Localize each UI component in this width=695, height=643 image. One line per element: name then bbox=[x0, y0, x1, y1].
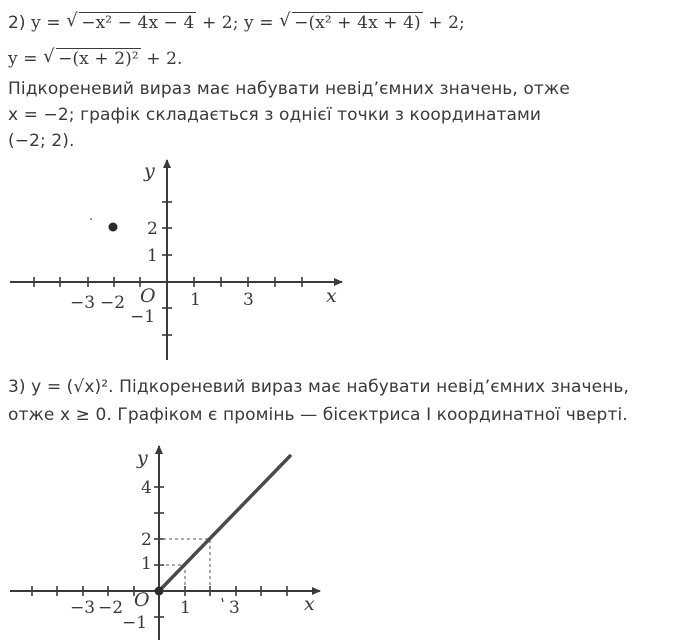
graph2-x-tick-minus2: −2 bbox=[98, 598, 124, 618]
graph2-y-label: y bbox=[137, 447, 148, 469]
part2-text-2: x = −2; графік складається з однієї точки з координатами bbox=[8, 105, 542, 125]
graph1-x-tick-1: 1 bbox=[190, 290, 201, 310]
graph2-ray-start bbox=[155, 587, 164, 596]
graph1-x-label: x bbox=[326, 285, 337, 307]
graph2-y-tick-4: 4 bbox=[141, 478, 152, 498]
graph2-x-tick-1: 1 bbox=[180, 598, 191, 618]
graph-1 bbox=[10, 160, 342, 360]
graph1-y-label: y bbox=[144, 160, 155, 182]
part2-text-3: (−2; 2). bbox=[8, 131, 75, 151]
part2-label: 2) bbox=[8, 13, 26, 33]
eq1-lhs: y = bbox=[31, 13, 61, 33]
graph2-x-tick-minus3: −3 bbox=[70, 598, 96, 618]
eq3-lhs: y = bbox=[8, 49, 38, 69]
part3-text-1: 3) y = (√x)². Підкореневий вираз має набувати невід’ємних значень, bbox=[8, 377, 630, 397]
eq1-tail: + 2; bbox=[201, 13, 239, 33]
part2-text-1: Підкореневий вираз має набувати невід’ємних значень, отже bbox=[8, 79, 570, 99]
graph-2 bbox=[10, 446, 320, 640]
eq1-radicand: −x² − 4x − 4 bbox=[81, 13, 195, 33]
graph1-speck bbox=[90, 218, 92, 220]
eq3-tail: + 2. bbox=[146, 49, 183, 69]
graph1-point bbox=[109, 223, 118, 232]
graph2-x-label: x bbox=[304, 593, 315, 615]
graph1-origin-label: O bbox=[140, 285, 156, 307]
graph2-origin-label: O bbox=[134, 589, 150, 611]
eq2-radicand: −(x² + 4x + 4) bbox=[294, 13, 421, 33]
graph2-y-tick-minus1: −1 bbox=[122, 613, 148, 633]
eq2-tail: + 2; bbox=[428, 13, 465, 33]
graph2-ray bbox=[159, 456, 290, 591]
graph1-x-tick-minus3: −3 bbox=[70, 293, 96, 313]
graph1-x-tick-3: 3 bbox=[243, 290, 254, 310]
eq3-radicand: −(x + 2)² bbox=[58, 49, 139, 69]
graph2-y-tick-2: 2 bbox=[141, 530, 152, 550]
graph1-y-tick-2: 2 bbox=[147, 219, 158, 239]
eq2-lhs: y = bbox=[244, 13, 274, 33]
part3-text-2: отже x ≥ 0. Графіком є промінь — бісектриса I координатної чверті. bbox=[8, 405, 628, 425]
graph2-tick-mark bbox=[222, 598, 223, 602]
graph2-x-tick-3: 3 bbox=[229, 598, 240, 618]
graph1-x-tick-minus2: −2 bbox=[100, 293, 126, 313]
graph2-y-tick-1: 1 bbox=[141, 554, 152, 574]
graph1-y-tick-minus1: −1 bbox=[130, 307, 156, 327]
graph1-y-tick-1: 1 bbox=[147, 246, 158, 266]
